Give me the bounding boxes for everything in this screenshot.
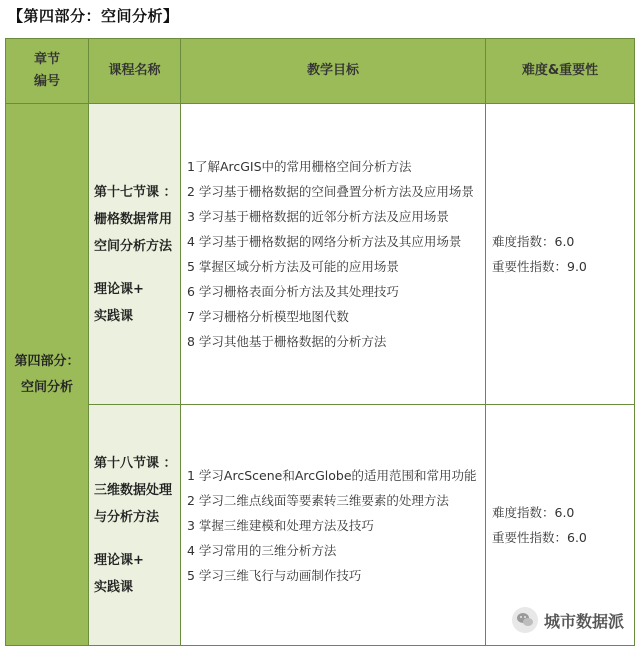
part-label-line2: 空间分析 [20,379,73,395]
goal-item: 2 学习基于栅格数据的空间叠置分析方法及应用场景 [187,184,474,199]
table-row [6,104,635,405]
course-title-line: 三维数据处理 [94,482,173,498]
header-goals: 教学目标 [181,39,486,104]
importance-index: 重要性指数：9.0 [492,259,587,274]
course-type-line: 实践课 [94,308,134,324]
difficulty-index: 难度指数：6.0 [492,234,575,249]
course-title-line: 栅格数据常用 [94,211,173,227]
difficulty-index: 难度指数：6.0 [492,505,575,520]
watermark [512,607,624,633]
table-header-row [6,39,635,104]
goal-item: 1 学习ArcScene和ArcGlobe的适用范围和常用功能 [187,467,477,483]
course-title [94,179,177,260]
header-chapter [6,39,89,104]
goal-item: 3 掌握三维建模和处理方法及技巧 [187,517,374,533]
course-title [94,450,177,531]
goal-item: 8 学习其他基于栅格数据的分析方法 [187,334,387,349]
course-type-line: 理论课+ [94,552,144,568]
goal-item: 1了解ArcGIS中的常用栅格空间分析方法 [187,159,412,174]
goal-item: 5 学习三维飞行与动画制作技巧 [187,567,362,583]
watermark-text: 城市数据派 [543,611,624,631]
goal-item: 3 学习基于栅格数据的近邻分析方法及应用场景 [187,209,449,224]
goal-item: 4 学习基于栅格数据的网络分析方法及其应用场景 [187,234,462,249]
course-type-line: 实践课 [94,579,134,595]
difficulty-cell [486,104,635,405]
part-label-line1: 第四部分： [14,353,80,369]
header-course: 课程名称 [89,39,181,104]
course-type [94,276,177,330]
course-title-line: 第十八节课 ： [94,455,177,471]
goal-item: 5 掌握区域分析方法及可能的应用场景 [187,259,399,274]
course-name-cell [89,104,181,405]
goal-item: 7 学习栅格分析模型地图代数 [187,309,349,324]
importance-index: 重要性指数：6.0 [492,530,587,545]
header-difficulty: 难度&重要性 [486,39,635,104]
part-label-cell [6,104,89,646]
course-name-cell [89,405,181,646]
course-title-line: 第十七节课 ： [94,184,177,200]
course-table [5,38,635,646]
goal-item: 6 学习栅格表面分析方法及其处理技巧 [187,284,399,299]
wechat-icon [512,607,538,633]
goals-cell [181,104,486,405]
section-title: 【第四部分：空间分析】 [8,7,179,25]
course-title-line: 与分析方法 [94,509,160,525]
course-type [94,547,177,601]
header-chapter-line1: 章节 [33,52,60,67]
course-title-line: 空间分析方法 [94,238,173,254]
header-chapter-line2: 编号 [33,74,60,89]
goals-cell [181,405,486,646]
course-type-line: 理论课+ [94,281,144,297]
goal-item: 2 学习二维点线面等要素转三维要素的处理方法 [187,492,449,508]
goal-item: 4 学习常用的三维分析方法 [187,542,337,558]
